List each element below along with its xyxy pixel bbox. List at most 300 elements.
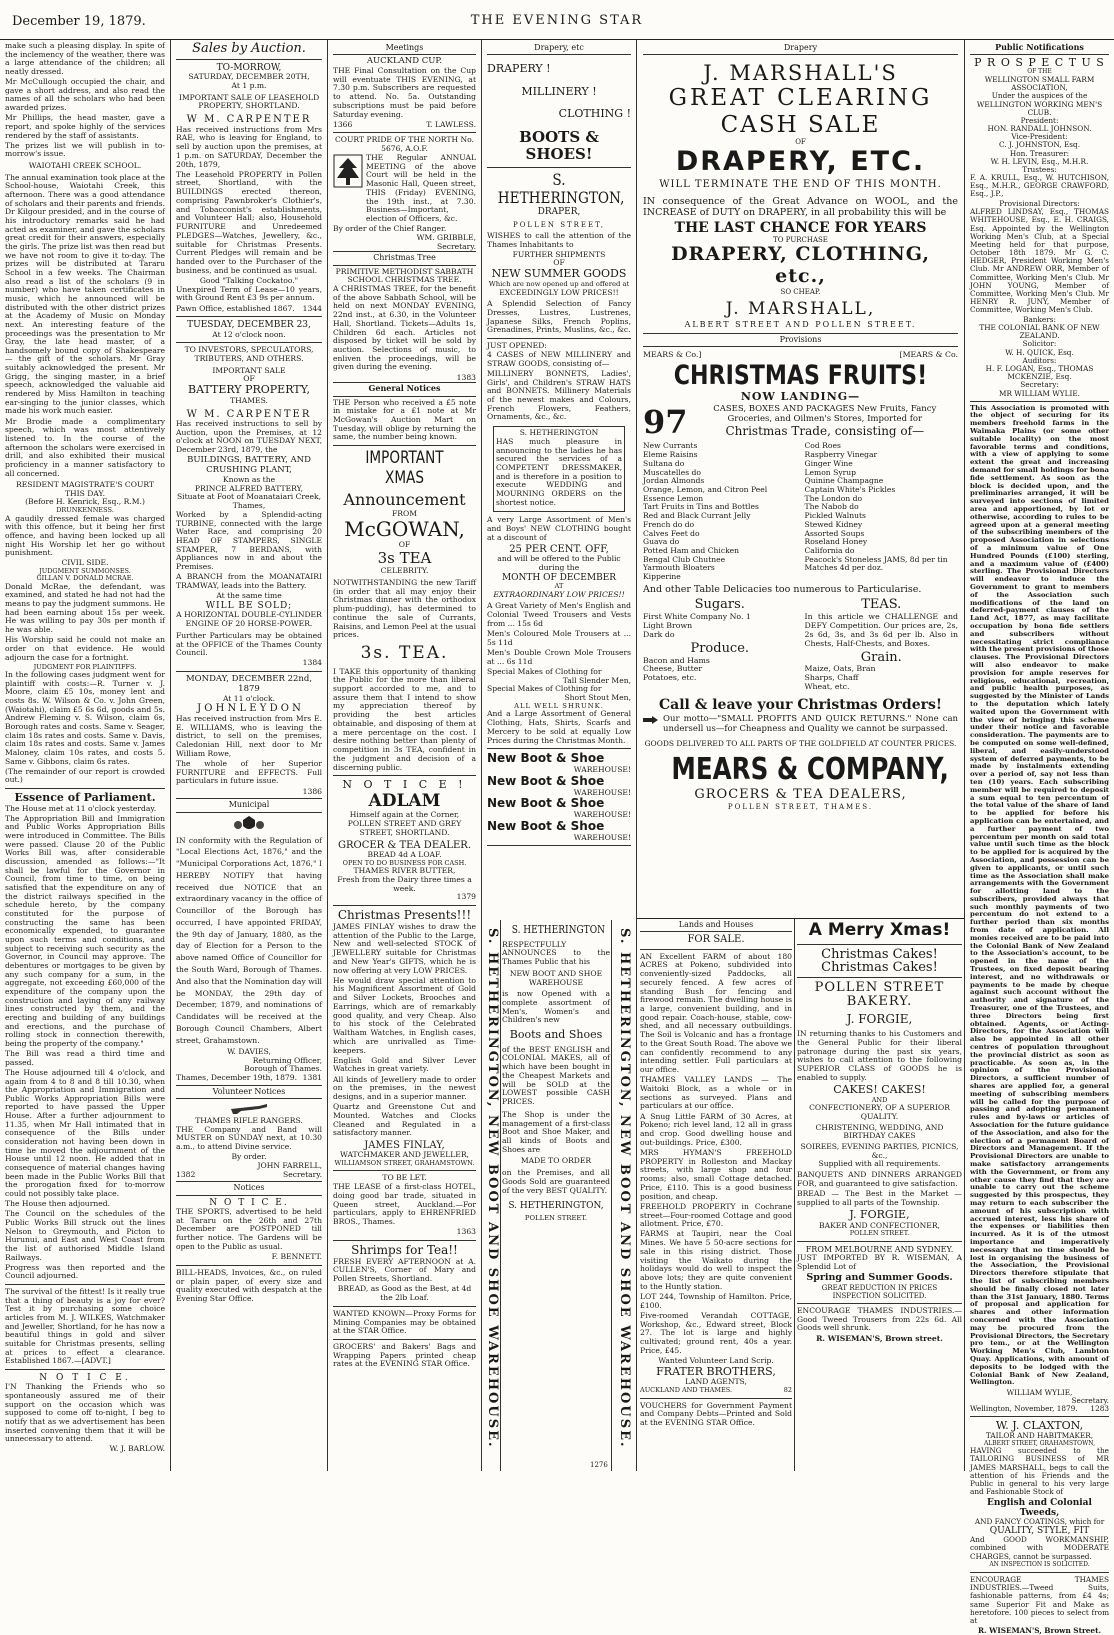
article-text: The House met at 11 o'clock yesterday. [5,803,157,813]
list-item: Assorted Soups [804,528,865,538]
advert-text: BANQUETS AND DINNERS ARRANGED FOR, and guaranteed to give satisfaction. [797,1170,962,1188]
listing-text: A Snug Little FARM of 30 Acres, at Pokeno; rich level land, 12 all in grass and crop. Good dwelling house and out-buildings. Price, £300. [640,1111,792,1147]
case-heading: JUDGMENT SUMMONSES. [39,566,131,575]
advert-headline: S. HETHERINGTON [511,923,605,936]
advert-headline: TEAS. [861,596,902,612]
list-item: Maize, Oats, Bran [804,664,876,674]
advert-text: OF [795,138,806,147]
advert-headline: DRAPERY ! [487,62,551,76]
ad-number: 1383 [456,372,476,382]
advert-text: Special Makes of Clothing for [487,684,602,694]
advert-headline: English and Colonial Tweeds, [987,1497,1092,1518]
advert-text: RESPECTFULLY ANNOUNCES to the Thames Public that his [502,939,610,967]
article-text: Mr Brodie made a complimentary speech, which was most attentively listened to. In the course of the afternoon the scholars were exercised in drill, and also exhibited their musical proficiency in a manner satisfactory to all concerned. [5,416,165,478]
advert-headline: McGOWAN, [344,517,465,542]
list-item: Quinine Champagne [804,476,884,486]
advert-text: ENCOURAGE THAMES INDUSTRIES.—Tweed Suits, fashionable patterns, from £4 4s; same Superior Fit and Make as heretofore. 100 pieces to select from at [970,1574,1109,1625]
divider [487,748,631,749]
advert-headline: 3s TEA [377,549,432,568]
advert-text: Fresh from the Dairy three times a week. [337,874,472,893]
auction-title: OF [243,374,255,384]
list-item: Ginger Wine [804,458,853,468]
advert-headline: GROCERS & TEA DEALERS, [694,786,907,802]
article-text: The Appropriation Bill and Immigration and Public Works Appropriation Bills were introduced in Committee. The Bills were passed. Clause 20 of the Public Works Bill was, after considerable discussion, amended as follows:—"It shall be lawful for the Governor in Council, from time to time, on being satisfied that the expenditure on any of the district railways specified in the schedule hereto, by the company constituted for the purpose of constructing the same has been economically expended, to guarantee upon such terms and conditions, and subject to receiving such security as the Governor, in Council may approve. The debentures or mortgages to be given by any such company for a sum, in the aggregate, not exceeding £60,000 of the expenditure of the company upon the construction and laying of any railway lines constructed by them, and the erecting and building of any buildings and erections, and the purchase of rolling stock in connection therewith, being the property of the company." [5,813,165,1048]
auction-title: TO INVESTORS, SPECULATORS, TRIBUTERS, AND OTHERS. [184,345,314,364]
ad-number: 82 [783,1386,792,1395]
advert-headline: IMPORTANT XMAS [365,448,444,488]
divider [333,1240,476,1241]
price-line: Men's Double Crown Mole Trousers at ... 6s 11d [487,647,631,666]
list-item: Wheat, etc. [804,682,850,692]
advert-text: WAREHOUSE! [573,787,631,797]
advert-text: POLLEN STREET, THAMES. [727,802,874,811]
divider [487,338,631,339]
officer-name: THE COLONIAL BANK OF NEW ZEALAND. [979,323,1100,341]
advert-text: SO CHEAP. [780,287,821,296]
officer-name: MR WILLIAM WYLIE. [999,388,1080,398]
officer-role: Solicitor: [1022,339,1057,349]
produce-list [643,657,797,684]
list-item: Muscatelles do [643,467,701,477]
advert-headline: 25 PER CENT. OFF, [509,543,609,555]
advert-headline: S. HETHERINGTON, [497,169,625,207]
signature-title: Secretary. [283,1169,322,1179]
divider [333,1170,476,1171]
advert-text: BAKER AND CONFECTIONER, [819,1220,940,1230]
advert-text: WAREHOUSE! [573,765,631,775]
divider [970,401,1109,402]
advert-headline: Christmas Cakes! [821,959,938,975]
article-text: In the following cases judgment went for plaintiff with costs:—R. Turner v. J. Moore, claim £5 10s, money lent and costs 8s. W. Wilson & Co. v. John Green, (Waiotahi), claim £5 6s 6d, goods and 5s. Andrew Fleming v. S. Wilson, claim 6s, Borough rates and costs. Same v. Seager, claim 18s rates and costs. Same v. Davis, claim 18s rates and costs. Same v. James Maloney, claim 10s rates, and costs 5. Same v. Gibbons, claim 6s rates. [5,670,165,766]
listing-text: FARMS at Taupiri, near the Coal Mines. We have 5 50-acre sections for sale in this rising district. Those visiting the Waikato during the holidays would do well to inspect the above lots; they are quite convenient to the Huntly station. [640,1229,792,1291]
list-item: Roseland Honey [804,537,868,547]
municipal-notice: IN conformity with the Regulation of "Local Elections Act, 1876," and the "Municipal Corporations Act, 1876," I HEREBY NOTIFY that having received due NOTICE that an extraordinary vacancy in the office of Councillor of the Borough has occurred, I have appointed FRIDAY, the 9th day of January, 1880, as the day of Election for a Person to the above named Office of Councillor for the South Ward, Borough of Thames. And also that the Nomination day will be MONDAY, the 29th day of December, 1879, and nominations of Candidates will be received at the Borough Council Chambers, Albert street, Grahamstown. [176,835,322,1045]
auction-text: Further Particulars may be obtained at the OFFICE of the Thames County Council. [176,630,322,658]
advert-text: HAS much pleasure in announcing to the ladies he has secured the services of a COMPETENT DRESSMAKER, and is therefore in a position to execute WEDDING and MOURNING ORDERS on the shortest notice. [496,436,622,507]
advert-text: BILL-HEADS, Invoices, &c., on ruled or plain paper, of every size and quality executed with despatch at the Evening Star Office. [176,1267,322,1303]
article-text: His Worship said he could not make an order on that evidence. He would adjourn the case for a fortnight. [5,635,165,662]
divider [797,1303,962,1304]
advert-headline: CHRISTMAS FRUITS! [673,359,928,391]
list-item: Dark do [643,629,675,639]
signature: W. DAVIES, [227,1046,271,1056]
section-heading: Drapery [643,42,958,55]
ad-number: 1283 [1090,1403,1109,1413]
auction-text: Known as the [222,474,276,484]
signature: WM. GRIBBLE, [416,232,476,242]
notice-text: Under the auspices of the [991,91,1088,101]
auction-text: BUILDINGS, BATTERY, AND CRUSHING PLANT, [187,455,311,476]
divider [333,775,476,776]
advert-text: BREAD, as Good as the Best, at 4d the 2lb Loaf. [337,1284,472,1303]
auction-when: TO-MORROW, [216,62,282,73]
advert-text: In this article we CHALLENGE and DEFY Competition. Our prices are, 2s, 2s 6d, 3s, and 3s 6d per lb. Also in Chests, Half-Chests, and Boxes. [804,611,958,648]
advert-text: LAND AGENTS, [685,1377,747,1387]
list-item: Lemon Syrup [804,467,856,477]
advert-headline: Call & leave your Christmas Orders! [658,697,943,714]
advert-vertical-text: S. HETHERINGTON, NEW BOOT AND SHOE WAREHOUSE. [617,928,632,1449]
section-heading: RESIDENT MAGISTRATE'S COURT [16,480,154,490]
list-item: Peacock's Stoneless JAMS, 8d per tin [804,554,948,564]
advert-text: NOW LANDING— [740,389,861,403]
divider [333,905,476,906]
divider [5,1284,165,1285]
advert-text: of the BEST ENGLISH and COLONIAL MAKES, all of which have been bought in the Cheapest Markets and will be SOLD at the LOWEST possible CASH PRICES. [502,1044,610,1107]
advert-headline: Grain. [860,649,902,665]
signature: F. BENNETT. [271,1252,322,1262]
auctioneer-name: W M. CARPENTER [186,114,312,126]
list-item: Jordan Almonds [643,476,705,486]
advert-text: GROCERS' and Bakers' Bags and Wrapping Papers printed cheap rates at the EVENING STAR Office. [333,1341,476,1369]
signature-title: Secretary. [1071,1395,1109,1405]
price-line: Men's Coloured Mole Trousers at ... 5s 11d [487,628,631,647]
ad-number: 1381 [302,1073,322,1083]
case-heading: GILLAN V. DONALD MCRAE. [36,574,134,583]
column-meetings [328,40,481,1471]
case-heading: CIVIL SIDE. [61,558,109,568]
divider [970,1416,1109,1417]
advert-text: WISHES to call the attention of the Thames Inhabitants to [487,230,631,249]
listing-text: Five-roomed Verandah COTTAGE, Workshop, &c., Edward street, Block 27. The lot is large and highly cultivated; ground rent, 40s a year. Price, £45. [640,1310,792,1355]
advert-text: BREAD 4d A LOAF. [367,850,442,860]
auction-text: Good "Talking Cockatoo." [199,275,299,285]
advert-text: THE LEASE of a first-class HOTEL, doing good bar trade, situated in Queen street, Auckland.—For particulars, apply to EHRENFRIED BROS., Thames. [333,1182,476,1226]
advert-headline: W. J. CLAXTON, [995,1419,1084,1433]
advert-text: AUCKLAND AND THAMES. [640,1386,733,1395]
article-text: The Council on the schedules of the Public Works Bill struck out the lines Nelson to Greymouth, and Picton to Hurunui, and East and West Coast from the list of authorised Middle Island Railways. [5,1209,165,1262]
signature: WILLIAM WYLIE, [1006,1387,1073,1397]
list-item: Sultana do [643,458,685,468]
advert-text: MADE TO ORDER [520,1156,592,1166]
advert-headline: CLOTHING ! [558,107,631,121]
advert-text: ALBERT STREET AND POLLEN STREET. [684,319,917,329]
divider [333,1339,476,1340]
officer-role: President: [1020,115,1059,125]
advert-headline: DRAPERY, ETC. [675,146,926,178]
advert-headline: THE LAST CHANCE FOR YEARS [674,220,927,237]
advert-text: A very Large Assortment of Men's and Boys' NEW CLOTHING bought at a discount of [487,515,631,542]
notice-text: THE Company and Band will MUSTER on SUNDAY next, at 10.30 a.m., to attend Divine service. [176,1124,322,1152]
header-title: THE EVENING STAR [470,13,644,28]
divider [500,920,501,1471]
advert-text: The survival of the fittest! Is it really true that a thing of beauty is a joy for ever? Test it by purchasing some choice articles from M. J. WILKES, Watchmaker and Jeweller, Shortland, for he has now a beautiful things in gold and silver suitable for Christmas presents, selling at prices to effect a clearance. Established 1867.—[ADVT.] [5,1287,165,1366]
article-text: Donald McRae, the defendant, was examined, and stated he had not had the means to pay the judgment summons. He had been earning about 15s per week. He was willing to pay 30s per month if he was able. [5,581,165,635]
advert-text: and will be offered to the Public during the [497,554,621,573]
advert-text: AND FANCY COATINGS, which for [974,1517,1105,1526]
advert-headline: JAMES FINLAY, [364,1139,445,1151]
header-date: December 19, 1879. [12,14,146,29]
auction-date: MONDAY, DECEMBER 22nd, 1879 [185,674,313,694]
ad-number: 1276 [590,1460,608,1469]
officer-name: C. J. JOHNSTON, Esq. [998,140,1081,150]
notice-text: I'N Thanking the Friends who so spontaneously assured me of their support on the occasion which was supposed to come off to-night, I beg to notify that as we advertisement has been inserted convening them that it will be unnecessary to attend. [5,1382,165,1444]
divider [333,445,476,446]
provisions-list [805,442,959,582]
advert-text: JAMES FINLAY wishes to draw the attention of the Public to the Large, New and well-selected STOCK of JEWELLERY suitable for Christmas and New Year's GIFTS, which he is now offering at very LOW PRICES. [333,921,476,975]
prospectus-text: This Association is promoted with the object of securing for its members freehold farms in the Waimaka Plains (or some other suitable locality) on the most favorable terms and conditions, with a view of applying to some extent the great and increasing demand for small holdings for bona fide settlement. As soon as the block is decided upon, and the preliminaries arranged, it will be surveyed into sections of limited area and apportioned, by lot or otherwise, according to rules to be agreed upon at a general meeting of the subscribing members of the proposed Association in selections of a minimum value of One Hundred Pounds (£100) sterling, and a maximum value of (£400) sterling. The Provisional Directors will endeavor to induce the Government to grant to members of the Association such modifications of the land on deferred-payment clauses of the Land Act, 1877, as may facilitate occupation by bona fide settlers and subscribers without necessitating strict compliance with the present provisions of those clauses. The Provisional Directors will also endeavor to make provision for ample reserves for religious, educational, recreation, and public health purposes, as suggested by the Minister of Lands to the deputation which lately waited upon the Government with the view of bringing this scheme under their notice and favorable consideration. The payments are to be computed on some well-defined, liberal, and easily-understood system of deferred payments, to be made by instalments extending over a period of, say not less than ten (10) years. Each subscribing member will be required to deposit a sum equal to ten percentum of the total value of the share of land to be applied for before his application can be entertained, and a further payment of two percentum per month on said total value until such time as the block to be applied for is acquired by the Association, and possession can be given to applicants, or until such time as the Association shall make arrangements with the Government for allotting land to the subscribers, provided always that such monthly payments of two percentum do not extend to a further period than six months from date of application. All monies received are to be paid into the Colonial Bank of New Zealand to the Association's account, to be opened in the name of the Trustees, on fixed deposit bearing interest, and no withdrawals or payments to be made by cheque against such account without the authority and signature of the Treasurer, one of the Trustees, and three Directors being first obtained. Agents, or Acting-Directors, for the Association will also be appointed in all other centres of population throughout the provincial district as soon as practicable. As soon as, in the opinion of the Provisional Directors, a sufficient number of shares are applied for, a general meeting of subscribing members will be called for the purpose of passing and adopting permanent rules and by-laws or articles of Association for the future guidance of the Association, and also for the election of a permanent Board of Directors and Management. If the Provisional Directors are unable to make satisfactory arrangements with the Government, or from any other cause they find that they are unable to carry out the scheme suggested by this prospectus, they may return to each subscriber the amount of his subscription with accrued interest, less his share of the expenses or liabilities then incurred. As it is of the utmost importance and imperatively necessary that no time should be lost in organising the business of the Association, the Provisional Directors therefore stipulate that the list of subscribing members should be finally closed not later than the 31st January, 1880. Terms of proposal and application for shares and other information concerned with the Association may be procured from the Provisional Directors, the Secretary pro tem., or at the Wellington Working Men's Club, Lambton Quay. Applications, with amount of deposits to be lodged with the Colonial Bank of New Zealand, Wellington. [970,403,1109,1387]
article-text: The prizes list we will publish in to-morrow's issue. [5,140,165,159]
auction-title: THAMES. [230,395,268,405]
article-text: The House adjourned till 4 o'clock, and again from 4 to 8 and 8 till 10.30, when the Appropriation and Immigration and Public Works Appropriation Bills were reported to have passed the Upper House. After a further adjournment to 11.35, when Mr Hall intimated that in consequence of the Bills under consideration not having been down in time he moved the adjournment of the House until 12 noon. He added that in consequence of material changes having been made in the Public Works Bill that the prorogation fixed for to-morrow could not possibly take place. [5,1067,165,1199]
advert-text: I TAKE this opportunity of thanking the Public for the more than liberal support accorded to me, and to assure them that I intend to show my appreciation thereof by providing the best articles obtainable, and disposing of them at a mere percentage on the cost. I desire nothing better than plenty of competition in 3s TEA, confident in the judgment and decision of a discerning public. [333,666,476,772]
officer-role: Trustees: [1022,164,1057,174]
auction-text: A BRANCH from the MOANATAIRI TRAMWAY, leads into the Battery. [176,572,322,591]
auction-time: At 11 o'clock. [222,693,276,703]
advert-text: WILL TERMINATE THE END OF THIS MONTH. [659,179,942,191]
article-text: A gaudily dressed female was charged with this offence, but it being her first offence, and having been locked up all night His Worship let her go without punishment. [5,513,165,558]
advert-text: WILLIAMSON STREET, GRAHAMSTOWN. [334,1158,475,1167]
advert-text: JUST IMPORTED BY R. WISEMAN, A Splendid Lot of [797,1253,962,1271]
list-item: Potatoes, etc. [643,673,697,683]
auction-title: IMPORTANT SALE [212,365,286,375]
advert-text: WATCHMAKER AND JEWELLER, [340,1150,469,1160]
auction-text: Has received instructions from Mrs RAE, who is leaving for England, to sell by auction upon the premises, at 1 p.m. on SATURDAY, December the 20th, 1879, [176,124,322,169]
advert-headline: Announcement [343,490,466,510]
advert-headline: MEARS & COMPANY, [671,752,949,788]
divider [333,1306,476,1307]
divider [487,167,631,168]
divider [797,977,962,978]
advert-text: ALBERT STREET, GRAHAMSTOWN, [983,1439,1096,1447]
notice-text: THE Person who received a £5 note in mistake for a £1 note at Mr McGowan's Auction Mart on Tuesday, will oblige by returning the same, the number being known. [333,397,476,442]
divider [176,342,322,343]
advert-headline: DRAPERY, CLOTHING, etc., [671,243,930,288]
advert-headline: 97 [643,402,688,441]
advert-headline: J. FORGIE, [849,1208,910,1222]
advert-text: MEARS & Co.] [643,349,702,359]
section-heading: Public Notifications [970,42,1109,55]
officer-role: Provisional Directors: [999,199,1080,209]
list-item: Eleme Raisins [643,450,698,460]
boot-warehouse-advert [482,920,636,1471]
list-item: Cheese, Butter [643,664,703,674]
list-item: Potted Ham and Chicken [643,546,740,555]
divider [797,1241,962,1242]
list-item: Tart Fruits in Tins and Bottles [643,502,759,512]
divider [970,1572,1109,1573]
section-heading: WAIOTAHI CREEK SCHOOL. [28,161,142,171]
auctioneer-name: J O H N L E Y D O N [197,703,301,715]
advert-text: POLLEN STREET, [512,220,606,229]
advert-text: All kinds of Jewellery made to order on the premises, in the newest designs, and in a superior manner. [333,1074,476,1102]
provisions-list [643,442,797,582]
advert-text: NEW BOOT AND SHOE WAREHOUSE [509,968,603,987]
grain-list [805,665,959,692]
list-item: Guava do [643,537,680,547]
auction-text: PRINCE ALFRED BATTERY, [194,483,304,493]
advert-text: The Shop is under the management of a first-class Boot and Shoe Maker, and all kinds of Boots and Shoes are [502,1109,610,1154]
advert-text: AND [871,1095,888,1104]
advert-headline: FRATER BROTHERS, [656,1364,776,1378]
advert-text: CASES, BOXES AND PACKAGES New Fruits, Fancy Groceries, and Oilmen's Stores, Imported for [713,404,937,425]
section-heading: Essence of Parliament. [14,791,156,805]
divider [333,132,476,133]
advert-text: AT [554,582,564,591]
auction-text: WILL BE SOLD; [205,601,293,612]
notice-date: Wellington, November, 1879. [970,1403,1078,1413]
advert-text: BREAD — The Best in the Market — supplied to all parts of the Township. [797,1189,962,1207]
officer-role: Vice-President: [1011,132,1068,142]
officer-role: Secretary: [1020,380,1059,390]
advert-text: THAMES RIVER BUTTER, [353,866,456,876]
notice-date: Thames, December 19th, 1879. [176,1073,298,1083]
advert-headline: CAKES! CAKES! [833,1083,926,1097]
coat-of-arms-icon [233,815,265,833]
advert-text: Supplied with all requirements. [818,1159,941,1169]
lands-houses-section [640,919,792,1429]
listing-text: AN Excellent FARM of about 180 ACRES at Pokeno, subdivided into conveniently-sized Paddocks, all securely fenced. A few acres of standing Bush for fencing and firewood remain. The dwelling house is a large, convenient building, and in good repair. Coach-house, stable, cow-shed, and all necessary outbuildings. The Soil is Volcanic and has a frontage to the Great South Road. The above we can confidently recommend to any intending settler. Full particulars at our office. [640,951,792,1075]
divider [5,1369,165,1370]
case-heading: DRUNKENNESS. [56,506,114,515]
list-item: Bacon and Hams [643,655,710,665]
advert-headline: J. MARSHALL'S [703,61,898,86]
list-item: Raspberry Vinegar [804,450,878,460]
advert-headline: N O T I C E ! [342,778,467,792]
list-item: The Nabob do [804,502,859,512]
advert-text: CONFECTIONERY, OF A SUPERIOR QUALITY. [809,1103,950,1121]
advert-headline: QUALITY, STYLE, FIT [989,1526,1090,1537]
ad-number: 1344 [302,303,322,313]
advert-headline: GREAT CLEARING [668,85,933,112]
auction-text: Pawn Office, established 1867. [176,303,295,313]
notice-title: P R O S P E C T U S [974,55,1105,69]
advert-text: A Splendid Selection of Fancy Dresses, Lustres, Lustrenes, Japanese Silks, French Poplins, Grenadines, Prints, Muslins, &c., &c. [487,299,631,335]
listing-text: MRS HYMAN'S FREEHOLD PROPERTY in Rolleston and Mackay streets, with large shop and four rooms; also, small Cottage detached. Price, £110. This is a good business position, and cheap. [640,1148,792,1201]
list-item: Orange, Lemon, and Citron Peel [643,484,768,494]
advert-text: EXTRAORDINARY LOW PRICES!! [493,589,625,599]
advert-headline: New Boot & Shoe [487,751,605,766]
advert-text: NOTWITHSTANDING the new Tariff (in order that all may enjoy their Christmas dinner with the orthodox plum-pudding), has determined to continue the sale of Currants, Raisins, and Lemon Peel at the usual prices. [333,578,476,640]
advert-text: WANTED KNOWN—Proxy Forms for Mining Companies may be obtained at the STAR Office. [333,1308,476,1336]
advert-text: is now Opened with a complete assortment of Men's, Women's and Children's new [502,989,610,1025]
listing-text: LOT 244, Township of Hamilton. Price, £100. [640,1292,792,1310]
list-item: Stewed Kidney [804,519,863,529]
article-text: The Bill was read a third time and passed. [5,1049,165,1067]
ad-number: 1382 [176,1169,196,1179]
officer-name: H. F. LOGAN, Esq., THOMAS MCKENZIE, Esq. [985,364,1094,382]
advert-headline: Boots and Shoes [509,1028,603,1042]
advert-text: EXCEEDINGLY LOW PRICES!! [499,287,619,297]
advert-text: OPEN TO DO BUSINESS FOR CASH. [342,858,467,867]
advert-headline: A Merry Xmas! [808,920,951,940]
advert-text: JUST OPENED: [487,341,547,351]
advert-headline: FOR SALE. [687,934,745,946]
officer-name: F. A. KRULL, Esq., W. HUTCHISON, Esq., M.H.R., GEORGE CRAWFORD, Esq., J.P., [970,173,1109,199]
officer-role: Hon. Treasurer: [1009,148,1070,158]
list-item: Captain White's Pickles [804,484,896,494]
advert-text: And other Table Delicacies too numerous to Particularise. [643,583,922,595]
advert-text: GOODS DELIVERED TO ALL PARTS OF THE GOLDFIELD AT COUNTER PRICES. [644,739,957,749]
section-heading: Christmas Tree [333,251,476,265]
price-line: A Great Variety of Men's English and Colonial Tweed Trousers and Vests from ... 15s 6d [487,601,631,628]
list-item: Essence Lemon [643,493,704,503]
list-item: Calves Feet do [643,528,700,538]
advert-text: R. WISEMAN'S, Brown street. [816,1333,943,1343]
article-text: Mr Phillips, the head master, gave a report, and spoke highly of the services rendered by the staff of assistants. [5,113,165,140]
advert-text: IN returning thanks to his Customers and the General Public for their liberal patronage during the past six years, wishes to call attention to the following SUPERIOR CLASS of GOODS he is enabled to supply. [797,1029,962,1082]
advert-headline: CASH SALE [720,111,881,138]
advert-text: INSPECTION SOLICITED. [832,1291,927,1300]
article-text: Progress was then reported and the Council adjourned. [5,1262,165,1281]
divider [640,1398,792,1399]
auction-date: SATURDAY, DECEMBER 20TH, [188,72,310,82]
advert-headline: New Boot & Shoe [487,773,605,788]
notice-title: WELLINGTON WORKING MEN'S CLUB. [976,99,1103,117]
advert-headline: 3s. TEA. [360,643,449,664]
advert-text: POLLEN STREET. [849,1229,910,1238]
notice-title: THAMES RIFLE RANGERS. [195,1115,303,1125]
meeting-text: THE Regular ANNUAL MEETING of the above Court will be held in the Masonic Hall, Queen street, THIS (Friday) EVENING, the 19th inst., at 7.30. Business—Important, election of Officers, &c. [366,152,476,223]
advert-headline: MILLINERY ! [521,84,597,98]
advert-text: OF [553,258,565,268]
advert-text: Himself again at the Corner, POLLEN STREET AND GREY STREET, SHORTLAND. [347,810,462,837]
advert-headline: Christmas Presents!!! [337,908,472,923]
advert-text: AN INSPECTION IS SOLICITED. [989,1561,1090,1569]
list-item: Cod Roes [804,441,841,451]
auction-time: At 1 p.m. [231,81,267,90]
advert-headline: POLLEN STREET BAKERY. [814,979,945,1010]
signature: JOHN FARRELL, [257,1161,322,1171]
advert-text: R. WISEMAN'S, Brown Street. [977,1625,1101,1635]
auction-text: A HORIZONTAL DOUBLE-CYLINDER ENGINE OF 20 HORSE-POWER. [176,610,322,629]
rifle-icon [229,1101,269,1115]
listing-text: Wanted Volunteer Land Scrip. [658,1356,774,1366]
ad-number: 1386 [302,786,322,796]
divider [176,316,322,317]
column-news [0,40,170,1471]
ad-number: 1379 [456,892,476,902]
list-item: Bengal Club Chutnee [643,554,726,564]
advert-headline: TO BE LET. [382,1173,427,1183]
advert-headline: New Boot & Shoe [487,796,605,811]
advert-text: FRESH EVERY AFTERNOON at A. CULLEN'S, Corner of Mary and Pollen Streets, Shortland. [333,1256,476,1284]
officer-name: HON. RANDALL JOHNSON. [987,124,1092,134]
divider [176,1265,322,1266]
advert-text: GREAT REDUCTION IN PRICES [821,1283,938,1292]
advert-headline: New Boot & Shoe [487,818,605,833]
list-item: Pickled Walnuts [804,511,866,521]
section-heading: Notices [176,1181,322,1195]
advert-text: WAREHOUSE! [573,810,631,820]
advert-headline: J. MARSHALL, [725,299,876,320]
list-item: New Currants [643,441,698,451]
advert-text: POLLEN STREET. [524,1213,588,1222]
advert-text: OF [398,540,411,550]
notice-text: A CHRISTMAS TREE, for the benefit of the above Sabbath School, will be held on next MONDAY EVENING, 22nd inst., at 6.30, in the Volunteer Hall, Shortland. Tickets—Adults 1s, Children 6d each. Articles not disposed by ticket will be sold by auction. Selections of music, to enliven the proceedings, will be given during the evening. [333,283,476,372]
advert-text: MONTH OF DECEMBER [501,572,617,583]
meeting-title: COURT PRIDE OF THE NORTH No. 5676, A.O.F. [335,135,474,154]
advert-headline: Christmas Trade, consisting of— [725,423,925,438]
column-rule [794,919,795,1471]
advert-vertical-text: S. HETHERINGTON, NEW BOOT AND SHOE WAREHOUSE. [485,928,500,1449]
section-heading: Volunteer Notices [176,1085,322,1099]
auctioneer-name: W M. CARPENTER [186,408,312,420]
advert-text: Quartz and Greenstone Cut and Mounted. Watches and Clocks Cleaned and Regulated in a satisfactory manner. [333,1102,476,1138]
advert-headline: NEW SUMMER GOODS [491,267,627,281]
advert-headline: Christmas Cakes! [821,946,938,962]
column-auctions [171,40,327,1471]
advert-text: CELEBRITY. [380,566,429,576]
divider [611,920,612,1471]
advert-text: VOUCHERS for Government Payment and Company Debts—Printed and Sold at the EVENING STAR Office. [640,1400,792,1428]
notice-signature: W. J. BARLOW. [109,1444,165,1454]
list-item: First White Company No. 1 [643,611,751,621]
auction-text: Has received instructions to sell by Auction, upon the Premises, at 12 o'clock at NOON on TUESDAY NEXT, December 23rd, 1879, the [176,419,322,455]
notice-title: N O T I C E. [209,1197,289,1208]
advert-text: Short Stout Men, [564,692,631,702]
officer-role: Auditors: [1022,355,1057,365]
auction-text: Unexpired Term of Lease—10 years, with Ground Rent £3 9s per annum. [176,284,322,303]
